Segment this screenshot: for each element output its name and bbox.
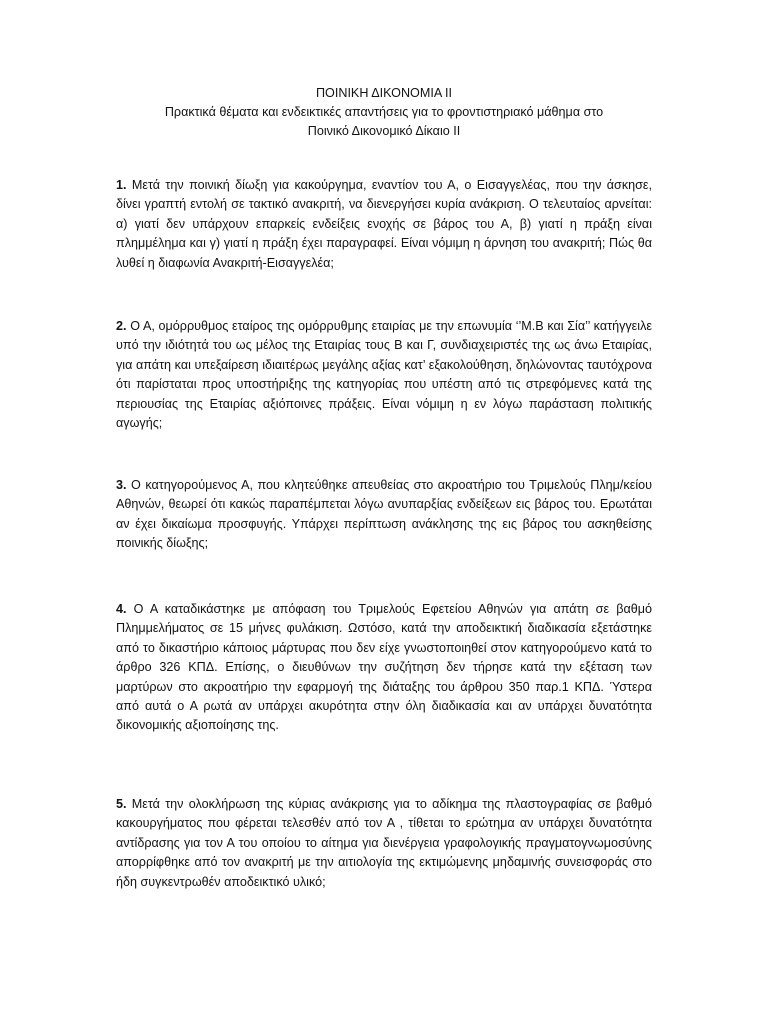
question-3 xyxy=(116,476,652,554)
question-number: 1. xyxy=(116,178,127,192)
question-2 xyxy=(116,317,652,433)
question-text: Ο Α καταδικάστηκε με απόφαση του Τριμελούς Εφετείου Αθηνών για απάτη σε βαθμό Πλημμελήματος σε 15 μήνες φυλάκιση. Ωστόσο, κατά την αποδεικτική διαδικασία εξετάστηκε από το δικαστήριο κάποιος μάρτυρας που δεν είχε γνωστοποιηθεί στον κατηγορούμενο κατά το άρθρο 326 ΚΠΔ. Επίσης, ο διευθύνων την συζήτηση δεν τήρησε κατά την εξέταση των μαρτύρων στο ακροατήριο την εφαρμογή της διάταξης του άρθρου 350 παρ.1 ΚΠΔ. Ύστερα από αυτά ο Α ρωτά αν υπάρχει ακυρότητα στην όλη διαδικασία και αν υπάρχει δυνατότητα δικονομικής αξιοποίησης της. xyxy=(116,602,652,733)
question-number: 2. xyxy=(116,319,127,333)
question-number: 5. xyxy=(116,797,127,811)
document-subtitle-line-1: Πρακτικά θέματα και ενδεικτικές απαντήσεις για το φροντιστηριακό μάθημα στο xyxy=(164,105,604,119)
question-1 xyxy=(116,176,652,273)
question-4 xyxy=(116,600,652,736)
question-5 xyxy=(116,795,652,892)
question-text: Ο Α, ομόρρυθμος εταίρος της ομόρρυθμης εταιρίας με την επωνυμία ‘’Μ.Β και Σία’’ κατήγγειλε υπό την ιδιότητά του ως μέλος της Εταιρίας τους Β και Γ, συνδιαχειριστές της ως άνω Εταιρίας, για απάτη και υπεξαίρεση ιδιαιτέρως μεγάλης αξίας κατ’ εξακολούθηση, δηλώνοντας ταυτόχρονα ότι παρίσταται προς υποστήριξης της κατηγορίας που υπέστη από τις στρεφόμενες κατά της περιουσίας της Εταιρίας αξιόποινες πράξεις. Είναι νόμιμη η εν λόγω παράσταση πολιτικής αγωγής; xyxy=(116,319,652,431)
document-subtitle-line-2: Ποινικό Δικονομικό Δίκαιο ΙΙ xyxy=(307,124,461,138)
document-title: ΠΟΙΝΙΚΗ ΔΙΚΟΝΟΜΙΑ ΙΙ xyxy=(315,86,453,100)
question-number: 4. xyxy=(116,602,127,616)
question-text: Μετά την ολοκλήρωση της κύριας ανάκρισης για το αδίκημα της πλαστογραφίας σε βαθμό κακουργήματος που φέρεται τελεσθέν από τον Α , τίθεται το ερώτημα αν υπάρχει δυνατότητα αντίδρασης για τον Α του οποίου το αίτημα για διενέργεια γραφολογικής πραγματογνωμοσύνης απορρίφθηκε από τον ανακριτή με την αιτιολογία της εκτιμώμενης μηδαμινής συνεισφοράς στο ήδη συγκεντρωθέν αποδεικτικό υλικό; xyxy=(116,797,652,889)
question-text: Ο κατηγορούμενος Α, που κλητεύθηκε απευθείας στο ακροατήριο του Τριμελούς Πλημ/κείου Αθηνών, θεωρεί ότι κακώς παραπέμπεται λόγω ανυπαρξίας ενδείξεων εις βάρος του. Ερωτάται αν έχει δικαίωμα προσφυγής. Υπάρχει περίπτωση ανάκλησης της εις βάρος του ασκηθείσης ποινικής δίωξης; xyxy=(116,478,653,551)
question-text: Μετά την ποινική δίωξη για κακούργημα, εναντίον του Α, ο Εισαγγελέας, που την άσκησε, δίνει γραπτή εντολή σε τακτικό ανακριτή, να διενεργήσει κυρία ανάκριση. Ο τελευταίος αρνείται: α) γιατί δεν υπάρχουν επαρκείς ενδείξεις ενοχής σε βάρος του Α, β) γιατί η πράξη είναι πλημμέλημα και γ) γιατί η πράξη έχει παραγραφεί. Είναι νόμιμη η άρνηση του ανακριτή; Πώς θα λυθεί η διαφωνία Ανακριτή-Εισαγγελέα; xyxy=(116,178,653,270)
document-header xyxy=(100,84,668,141)
question-number: 3. xyxy=(116,478,127,492)
